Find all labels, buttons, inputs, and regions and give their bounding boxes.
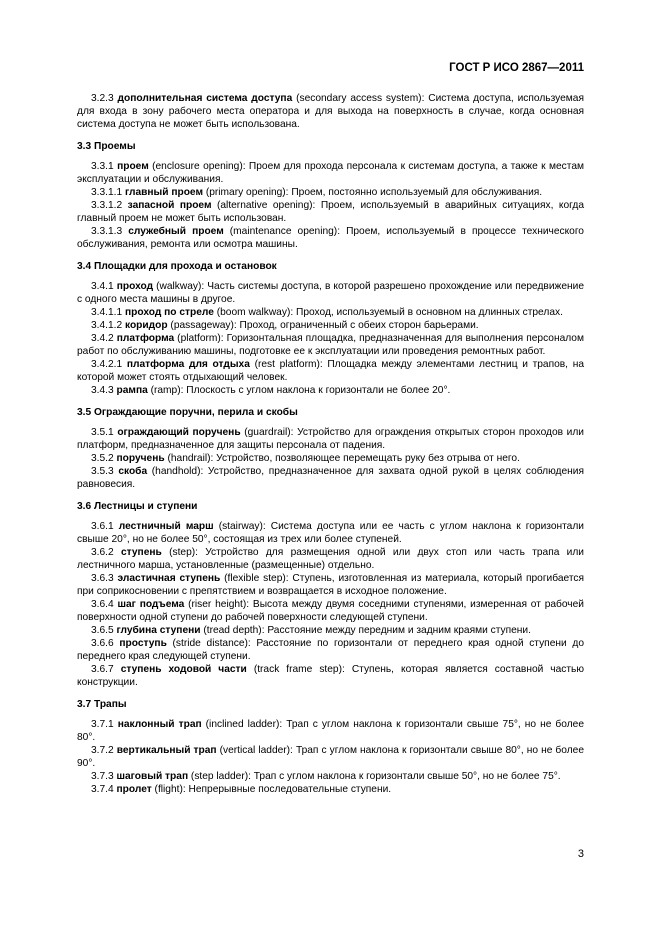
clause-number: 3.7.2: [91, 745, 114, 756]
term: дополнительная система доступа: [117, 93, 293, 104]
definition-paragraph: [77, 770, 584, 783]
definition-paragraph: [77, 199, 584, 225]
definition-text: (guardrail): Устройство для ограждения открытых сторон проходов или платформ, предназначенное для защиты персонала от падения.: [77, 427, 584, 451]
clause-number: 3.5.2: [91, 453, 114, 464]
term: вертикальный трап: [116, 745, 217, 756]
clause-number: 3.6.4: [91, 599, 114, 610]
section-heading: 3.6 Лестницы и ступени: [77, 501, 198, 512]
section-heading: 3.7 Трапы: [77, 699, 127, 710]
definition-paragraph: [77, 426, 584, 452]
definition-text: (enclosure opening): Проем для прохода персонала к системам доступа, а также к местам эксплуатации и обслуживания.: [77, 161, 584, 185]
definition-paragraph: [77, 637, 584, 663]
term: проход: [116, 281, 154, 292]
definition-paragraph: [77, 572, 584, 598]
definition-text: (passageway): Проход, ограниченный с обеих сторон барьерами.: [167, 320, 479, 331]
definition-text: (stairway): Система доступа или ее часть с углом наклона к горизонтали свыше 20°, но не более 50°, состоящая из трех или более ступеней.: [77, 521, 584, 545]
term: эластичная ступень: [117, 573, 221, 584]
document-body: [77, 92, 584, 796]
definition-text: (rest platform): Площадка между элементами лестниц и трапов, на которой может стоять отдыхающий человек.: [77, 359, 584, 383]
definition-paragraph: [77, 546, 584, 572]
definition-paragraph: [77, 92, 584, 131]
clause-number: 3.6.7: [91, 664, 114, 675]
term: поручень: [116, 453, 165, 464]
section-heading: 3.4 Площадки для прохода и остановок: [77, 261, 277, 272]
definition-text: (primary opening): Проем, постоянно используемый для обслуживания.: [203, 187, 543, 198]
definition-paragraph: [77, 452, 584, 465]
definition-text: (handrail): Устройство, позволяющее перемещать руку без отрыва от него.: [164, 453, 520, 464]
clause-number: 3.3.1.3: [91, 226, 123, 237]
clause-number: 3.6.3: [91, 573, 114, 584]
definition-text: (alternative opening): Проем, используемый в аварийных ситуациях, когда главный проем не может быть использован.: [77, 200, 584, 224]
definition-text: (walkway): Часть системы доступа, в которой разрешено прохождение или передвижение с одного места машины в другое.: [77, 281, 584, 305]
term: ступень ходовой части: [120, 664, 247, 675]
document-header: ГОСТ Р ИСО 2867—2011: [449, 62, 584, 74]
term: рампа: [116, 385, 148, 396]
definition-text: (track frame step): Ступень, которая является составной частью конструкции.: [77, 664, 584, 688]
definition-paragraph: [77, 306, 584, 319]
definition-text: (inclined ladder): Трап с углом наклона к горизонтали свыше 75°, но не более 80°.: [77, 719, 584, 743]
clause-number: 3.3.1.2: [91, 200, 123, 211]
definition-text: (tread depth): Расстояние между передним и задним краями ступени.: [200, 625, 531, 636]
definition-paragraph: [77, 358, 584, 384]
clause-number: 3.7.3: [91, 771, 114, 782]
clause-number: 3.2.3: [91, 93, 114, 104]
term: шаг подъема: [117, 599, 185, 610]
clause-number: 3.7.4: [91, 784, 114, 795]
definition-text: (step): Устройство для размещения одной или двух стоп или часть трапа или лестничного марша, установленные (размещенные) отдельно.: [77, 547, 584, 571]
clause-number: 3.3.1: [91, 161, 114, 172]
term: шаговый трап: [116, 771, 189, 782]
definition-paragraph: [77, 319, 584, 332]
clause-number: 3.4.2: [91, 333, 114, 344]
definition-text: (flexible step): Ступень, изготовленная из материала, который прогибается при соприкосновении с препятствием и возвращается в исходное положение.: [77, 573, 584, 597]
definition-paragraph: [77, 744, 584, 770]
term: скоба: [118, 466, 148, 477]
term: лестничный марш: [118, 521, 214, 532]
clause-number: 3.4.3: [91, 385, 114, 396]
clause-number: 3.5.3: [91, 466, 114, 477]
definition-text: (stride distance): Расстояние по горизонтали от переднего края одной ступени до переднего края следующей ступени.: [77, 638, 584, 662]
term: ограждающий поручень: [117, 427, 241, 438]
term: запасной проем: [127, 200, 212, 211]
term: проход по стреле: [125, 307, 214, 318]
term: платформа: [116, 333, 175, 344]
definition-paragraph: [77, 332, 584, 358]
definition-text: (step ladder): Трап с углом наклона к горизонтали свыше 50°, но не более 75°.: [188, 771, 561, 782]
term: ступень: [120, 547, 162, 558]
page-number: 3: [577, 848, 584, 860]
definition-text: (flight): Непрерывные последовательные ступени.: [151, 784, 392, 795]
term: проем: [117, 161, 149, 172]
definition-paragraph: [77, 384, 584, 397]
term: главный проем: [125, 187, 204, 198]
definition-paragraph: [77, 718, 584, 744]
clause-number: 3.6.1: [91, 521, 114, 532]
term: пролет: [116, 784, 152, 795]
clause-number: 3.4.1: [91, 281, 114, 292]
definition-text: (boom walkway): Проход, используемый в основном на длинных стрелах.: [213, 307, 563, 318]
clause-number: 3.7.1: [91, 719, 114, 730]
definition-text: (maintenance opening): Проем, используемый в процессе технического обслуживания, ремонта или осмотра машины.: [77, 226, 584, 250]
definition-paragraph: [77, 598, 584, 624]
term: глубина ступени: [116, 625, 201, 636]
term: наклонный трап: [117, 719, 202, 730]
definition-paragraph: [77, 160, 584, 186]
term: коридор: [125, 320, 168, 331]
term: служебный проем: [128, 226, 224, 237]
definition-paragraph: [77, 520, 584, 546]
definition-paragraph: [77, 783, 584, 796]
clause-number: 3.3.1.1: [91, 187, 123, 198]
clause-number: 3.6.2: [91, 547, 114, 558]
term: проступь: [119, 638, 167, 649]
definition-paragraph: [77, 186, 584, 199]
clause-number: 3.4.2.1: [91, 359, 123, 370]
definition-paragraph: [77, 663, 584, 689]
section-heading: 3.3 Проемы: [77, 141, 136, 152]
definition-text: (platform): Горизонтальная площадка, предназначенная для выполнения персоналом работ по обслуживанию машины, подготовке ее к эксплуатации или проведения ремонтных работ.: [77, 333, 584, 357]
definition-paragraph: [77, 280, 584, 306]
definition-paragraph: [77, 624, 584, 637]
section-heading: 3.5 Ограждающие поручни, перила и скобы: [77, 407, 298, 418]
definition-text: (secondary access system): Система доступа, используемая для входа в зону рабочего места оператора и для выхода на поверхность в случае, когда основная система доступа не может быть использована.: [77, 93, 584, 130]
clause-number: 3.4.1.2: [91, 320, 123, 331]
term: платформа для отдыха: [126, 359, 250, 370]
definition-text: (riser height): Высота между двумя соседними ступенями, измеренная от рабочей поверхности одной ступени до рабочей поверхности следующей ступени.: [77, 599, 584, 623]
definition-paragraph: [77, 465, 584, 491]
definition-text: (handhold): Устройство, предназначенное для захвата одной рукой в целях соблюдения равновесия.: [77, 466, 584, 490]
definition-text: (ramp): Плоскость с углом наклона к горизонтали не более 20°.: [147, 385, 451, 396]
definition-paragraph: [77, 225, 584, 251]
clause-number: 3.6.5: [91, 625, 114, 636]
definition-text: (vertical ladder): Трап с углом наклона к горизонтали свыше 80°, но не более 90°.: [77, 745, 584, 769]
clause-number: 3.5.1: [91, 427, 114, 438]
clause-number: 3.6.6: [91, 638, 114, 649]
clause-number: 3.4.1.1: [91, 307, 123, 318]
